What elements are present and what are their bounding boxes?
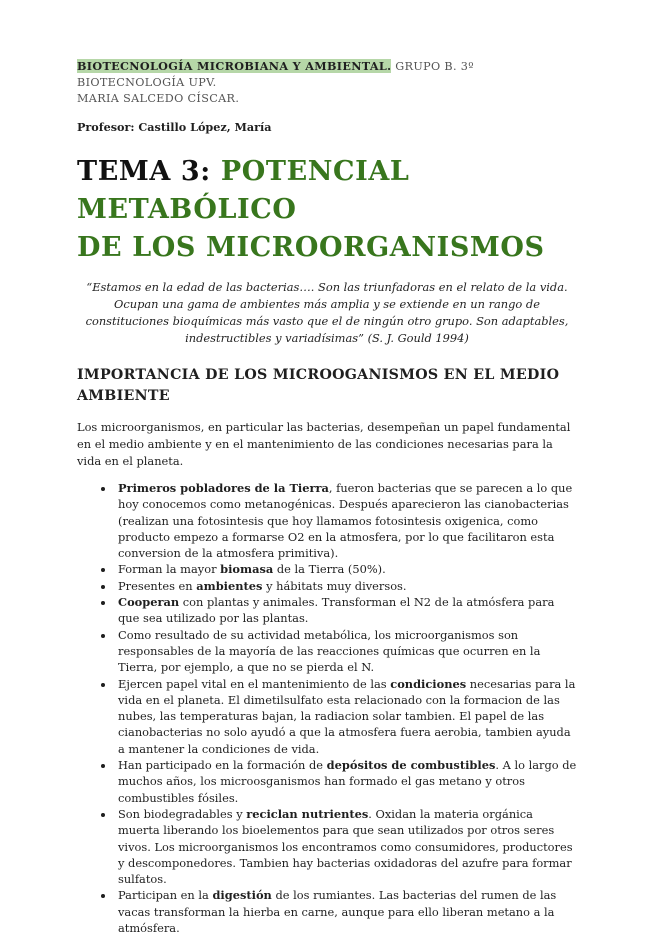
title-prefix: TEMA 3: [77, 156, 221, 187]
list-item: • Presentes en ambientes y hábitats muy diversos. [115, 578, 577, 594]
list-item: • Son biodegradables y reciclan nutrientes. Oxidan la materia orgánica muerta liberando los bioelementos para que sean utilizados por otros seres vivos. Los microorganismos los encontramos como consumidores, productores y descomponedores. Tambien hay bacterias oxidadoras del azufre para formar sulfatos. [115, 806, 577, 887]
list-item: • Participan en la digestión de los rumiantes. Las bacterias del rumen de las vacas transforman la hierba en carne, aunque para ello liberan metano a la atmósfera. [115, 887, 577, 936]
title-line-2: DE LOS MICROORGANISMOS [77, 232, 545, 263]
epigraph-quote: “Estamos en la edad de las bacterias…. Son las triunfadoras en el relato de la vida. Ocupan una gama de ambientes más amplia y se extiende en un rango de constituciones bioquímicas más vasto que el de ningún otro grupo. Son adaptables, indestructibles y variadísimas” (S. J. Gould 1994) [85, 280, 569, 345]
importance-list [77, 480, 577, 936]
title-line-1: POTENCIAL METABÓLICO [77, 156, 410, 225]
course-name: BIOTECNOLOGÍA MICROBIANA Y AMBIENTAL. [77, 59, 392, 73]
section-heading: IMPORTANCIA DE LOS MICROOGANISMOS EN EL MEDIO AMBIENTE [77, 367, 560, 404]
document-page [77, 58, 577, 936]
author-name: MARIA SALCEDO CÍSCAR. [77, 92, 240, 105]
list-item: • Cooperan con plantas y animales. Transforman el N2 de la atmósfera para que sea utilizado por las plantas. [115, 594, 577, 627]
group-info: GRUPO B. 3º BIOTECNOLOGÍA UPV. [77, 60, 474, 89]
list-item: • Forman la mayor biomasa de la Tierra (50%). [115, 561, 577, 577]
list-item: • Como resultado de su actividad metabólica, los microorganismos son responsables de la mayoría de las reacciones químicas que ocurren en la Tierra, por ejemplo, a que no se pierda el N. [115, 627, 577, 676]
page-title [77, 153, 577, 267]
document-header [77, 58, 577, 107]
professor-line: Profesor: Castillo López, María [77, 120, 272, 134]
list-item: • Primeros pobladores de la Tierra, fueron bacterias que se parecen a lo que hoy conocemos como metanogénicas. Después aparecieron las cianobacterias (realizan una fotosintesis que hoy llamamos fotosintesis oxigenica, como producto empezo a formarse O2 en la atmosfera, por lo que facilitaron esta conversion de la atmosfera primitiva). [115, 480, 577, 561]
list-item: • Han participado en la formación de depósitos de combustibles. A lo largo de muchos años, los microosganismos han formado el gas metano y otros combustibles fósiles. [115, 757, 577, 806]
list-item: • Ejercen papel vital en el mantenimiento de las condiciones necesarias para la vida en el planeta. El dimetilsulfato esta relacionado con la formacion de las nubes, las temperaturas bajan, la radiacion solar tambien. El papel de las cianobacterias no solo ayudó a que la atmosfera fuera aerobia, tambien ayuda a mantener la condiciones de vida. [115, 676, 577, 757]
intro-paragraph: Los microorganismos, en particular las bacterias, desempeñan un papel fundamental en el medio ambiente y en el mantenimiento de las condiciones necesarias para la vida en el planeta. [77, 420, 571, 468]
